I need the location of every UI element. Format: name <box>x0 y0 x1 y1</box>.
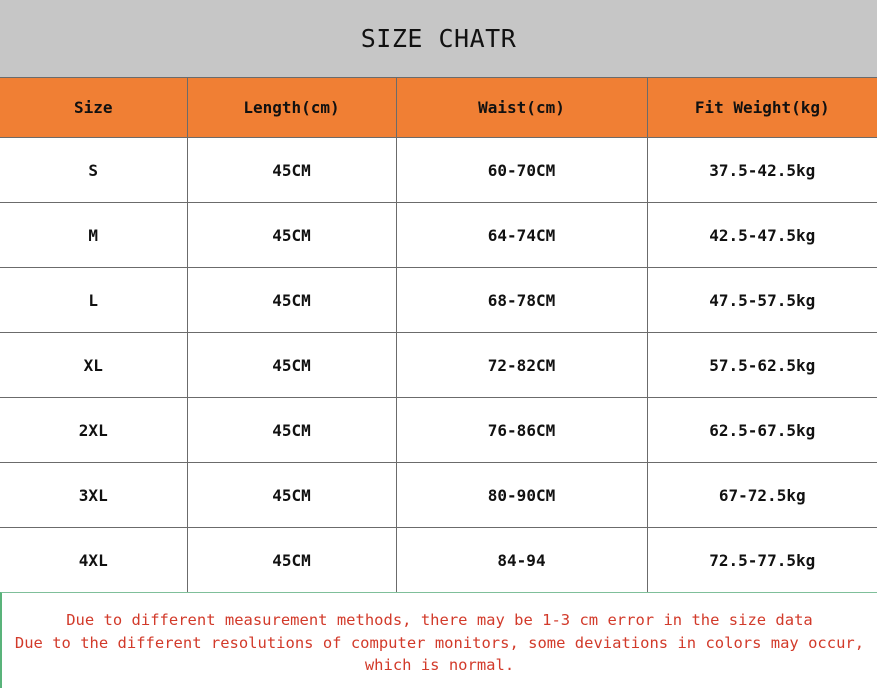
length-cell: 45CM <box>187 203 396 268</box>
waist-cell: 84-94 <box>396 528 647 593</box>
header-row <box>0 78 877 138</box>
table-row <box>0 463 877 528</box>
weight-cell: 62.5-67.5kg <box>647 398 877 463</box>
header-waist: Waist(cm) <box>396 78 647 138</box>
length-cell: 45CM <box>187 398 396 463</box>
weight-cell: 67-72.5kg <box>647 463 877 528</box>
size-cell: XL <box>0 333 187 398</box>
table-row <box>0 138 877 203</box>
weight-cell: 42.5-47.5kg <box>647 203 877 268</box>
header-fit-weight: Fit Weight(kg) <box>647 78 877 138</box>
table-row <box>0 398 877 463</box>
table-row <box>0 333 877 398</box>
table-row <box>0 528 877 593</box>
chart-title: SIZE CHATR <box>360 24 517 53</box>
size-cell: 3XL <box>0 463 187 528</box>
waist-cell: 80-90CM <box>396 463 647 528</box>
note-line: which is normal. <box>364 656 515 674</box>
size-cell: S <box>0 138 187 203</box>
length-cell: 45CM <box>187 333 396 398</box>
note-line: Due to different measurement methods, there may be 1-3 cm error in the size data <box>66 611 813 629</box>
waist-cell: 64-74CM <box>396 203 647 268</box>
size-cell: 2XL <box>0 398 187 463</box>
note-line: Due to the different resolutions of computer monitors, some deviations in colors may occur, <box>14 633 865 652</box>
weight-cell: 47.5-57.5kg <box>647 268 877 333</box>
waist-cell: 72-82CM <box>396 333 647 398</box>
size-cell: 4XL <box>0 528 187 593</box>
weight-cell: 37.5-42.5kg <box>647 138 877 203</box>
waist-cell: 68-78CM <box>396 268 647 333</box>
waist-cell: 76-86CM <box>396 398 647 463</box>
disclaimer-notes <box>0 592 877 688</box>
length-cell: 45CM <box>187 138 396 203</box>
weight-cell: 57.5-62.5kg <box>647 333 877 398</box>
size-cell: M <box>0 203 187 268</box>
length-cell: 45CM <box>187 268 396 333</box>
waist-cell: 60-70CM <box>396 138 647 203</box>
title-bar <box>0 0 877 77</box>
header-length: Length(cm) <box>187 78 396 138</box>
length-cell: 45CM <box>187 528 396 593</box>
weight-cell: 72.5-77.5kg <box>647 528 877 593</box>
header-size: Size <box>0 78 187 138</box>
table-row <box>0 203 877 268</box>
size-chart-table <box>0 77 877 593</box>
table-row <box>0 268 877 333</box>
length-cell: 45CM <box>187 463 396 528</box>
size-cell: L <box>0 268 187 333</box>
